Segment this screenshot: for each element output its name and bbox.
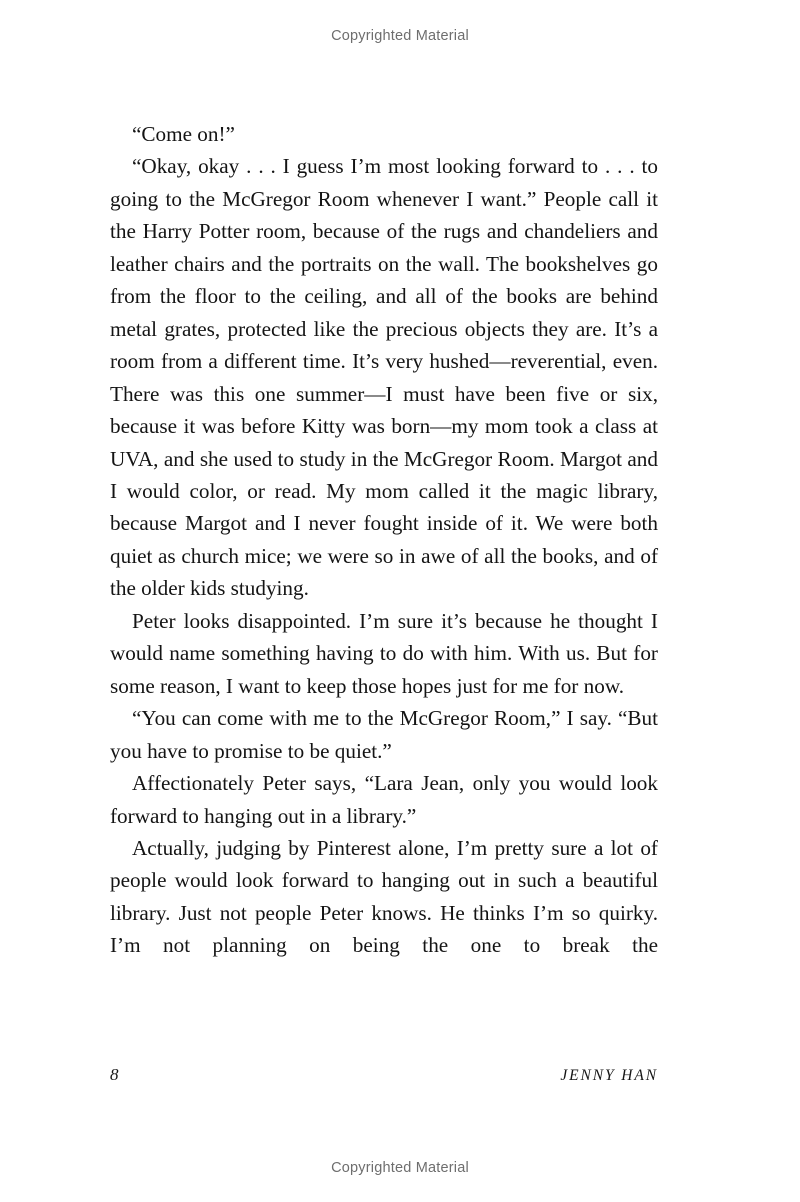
paragraph: “Okay, okay . . . I guess I’m most looking forward to . . . to going to the McGregor Room whenever I want.” People call it the Harry Potter room, because of the rugs and chandeliers and leather chairs and the portraits on the wall. The bookshelves go from the floor to the ceiling, and all of the books are behind metal grates, protected like the precious objects they are. It’s a room from a different time. It’s very hushed—reverential, even. There was this one summer—I must have been five or six, because it was before Kitty was born—my mom took a class at UVA, and she used to study in the McGregor Room. Margot and I would color, or read. My mom called it the magic library, because Margot and I never fought inside of it. We were both quiet as church mice; we were so in awe of all the books, and of the older kids studying. xyxy=(110,154,658,601)
copyright-watermark-bottom: Copyrighted Material xyxy=(331,1160,469,1176)
paragraph: Affectionately Peter says, “Lara Jean, only you would look forward to hanging out in a library.” xyxy=(110,771,658,828)
copyright-watermark-top: Copyrighted Material xyxy=(331,28,469,44)
running-head-author: JENNY HAN xyxy=(560,1067,658,1084)
paragraph: “Come on!” xyxy=(132,122,235,146)
paragraph: Actually, judging by Pinterest alone, I’m pretty sure a lot of people would look forward to hanging out in such a beautiful library. Just not people Peter knows. He thinks I’m so quirky. I’m not planning on being the one to break the xyxy=(110,835,658,958)
page-number: 8 xyxy=(110,1065,119,1084)
paragraph: Peter looks disappointed. I’m sure it’s because he thought I would name something having to do with him. With us. But for some reason, I want to keep those hopes just for me for now. xyxy=(110,608,658,698)
running-footer xyxy=(110,1065,658,1085)
body-text-block xyxy=(110,118,658,962)
paragraph: “You can come with me to the McGregor Room,” I say. “But you have to promise to be quiet.” xyxy=(110,706,658,763)
